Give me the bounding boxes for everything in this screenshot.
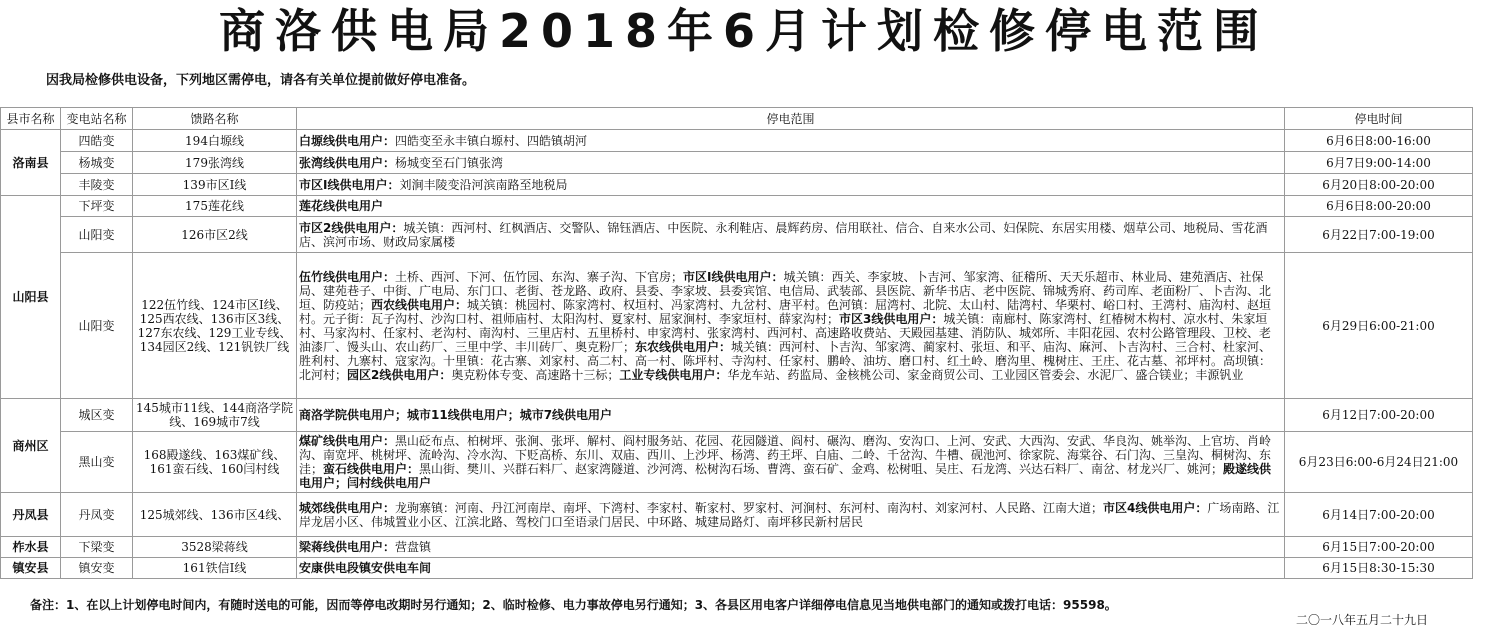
table-row (1, 493, 1473, 537)
header-substation: 变电站名称 (61, 108, 133, 130)
substation-cell: 黑山变 (61, 432, 133, 493)
feeder-cell: 145城市11线、144商洛学院线、169城市7线 (133, 399, 297, 432)
substation-cell: 下梁变 (61, 537, 133, 558)
outage-table (0, 107, 1473, 579)
time-cell: 6月6日8:00-16:00 (1285, 130, 1473, 152)
time-cell: 6月14日7:00-20:00 (1285, 493, 1473, 537)
county-cell: 山阳县 (1, 196, 61, 399)
substation-cell: 杨城变 (61, 152, 133, 174)
substation-cell: 山阳变 (61, 253, 133, 399)
feeder-cell: 122伍竹线、124市区Ⅰ线、125西农线、136市区3线、127东农线、129工业专线、134园区2线、121钒铁厂线 (133, 253, 297, 399)
scope-cell: 城郊线供电用户：龙驹寨镇：河南、丹江河南岸、南坪、下湾村、李家村、靳家村、罗家村、河涧村、东河村、南沟村、刘家河村、人民路、江南大道；市区4线供电用户：广场南路、江岸龙居小区、伟城置业小区、江滨北路、驾校门口至语录门居民、中环路、城建局路灯、南坪移民新村居民 (297, 493, 1285, 537)
footnote: 备注：1、在以上计划停电时间内，有随时送电的可能，因而等停电改期时另行通知；2、临时检修、电力事故停电另行通知；3、各县区用电客户详细停电信息见当地供电部门的通知或拨打电话：95598。 (30, 598, 1117, 612)
scope-cell: 白塬线供电用户：四皓变至永丰镇白塬村、四皓镇胡河 (297, 130, 1285, 152)
notice-text: 因我局检修供电设备，下列地区需停电，请各有关单位提前做好停电准备。 (46, 73, 476, 88)
county-cell: 洛南县 (1, 130, 61, 196)
header-feeder: 馈路名称 (133, 108, 297, 130)
header-time: 停电时间 (1285, 108, 1473, 130)
substation-cell: 下坪变 (61, 196, 133, 217)
feeder-cell: 175莲花线 (133, 196, 297, 217)
scope-cell: 商洛学院供电用户；城市11线供电用户；城市7线供电用户 (297, 399, 1285, 432)
scope-cell: 莲花线供电用户 (297, 196, 1285, 217)
scope-cell: 安康供电段镇安供电车间 (297, 558, 1285, 579)
table-header-row (1, 108, 1473, 130)
feeder-cell: 126市区2线 (133, 217, 297, 253)
scope-cell: 梁蒋线供电用户：营盘镇 (297, 537, 1285, 558)
table-row (1, 537, 1473, 558)
feeder-cell: 168殿遂线、163煤矿线、161蛮石线、160闫村线 (133, 432, 297, 493)
scope-cell: 伍竹线供电用户：土桥、西河、下河、伍竹园、东沟、寨子沟、下官房；市区Ⅰ线供电用户：城关镇：西关、李家坡、卜吉河、邹家湾、征稽所、天天乐超市、林业局、建苑酒店、社保局、建苑巷子、中街、广电局、东门口、老街、苍龙路、政府、县委、李家坡、县委宾馆、电信局、武装部、县医院、新华书店、老中医院、锦城秀府、药司库、老面粉厂、卜吉沟、北垣、防疫站；西农线供电用户：城关镇：桃园村、陈家湾村、权垣村、冯家湾村、九岔村、唐平村。色河镇：屈湾村、北院、太山村、陆湾村、华栗村、峪口村、王湾村、庙沟村、赵垣村。元子街：瓦子沟村、沙沟口村、祖师庙村、太阳沟村、夏家村、屈家涧村、李家垣村、薛家沟村；市区3线供电用户：城关镇：南廊村、陈家湾村、红椿树木构村、凉水村、朱家垣村、马家沟村、任家村、老沟村、南沟村、三里店村、五里桥村、申家湾村、张家湾村、西河村、高速路收费站、天殿园基建、消防队、城郊所、丰阳花园、农村公路管理段、卫校、老油漆厂、馒头山、农山药厂、三里中学、丰川砖厂、奥克粉厂；东农线供电用户：城关镇：西河村、卜吉沟、邹家湾、蔺家村、张垣、和平、庙沟、麻河、卜吉沟村、三合村、杜家河、胜利村、九寨村、寇家沟。十里镇：花古寨、刘家村、高二村、高一村、陈坪村、寺沟村、任家村、鹏岭、油坊、磨口村、红土岭、磨沟里、槐树庄、王庄、花古墓、祁坪村。高坝镇：北河村；园区2线供电用户：奥克粉体专变、高速路十三标；工业专线供电用户：华龙车站、药监局、金核桃公司、家金商贸公司、工业园区管委会、水泥厂、盛合镁业；丰源钒业 (297, 253, 1285, 399)
table-row (1, 253, 1473, 399)
table-row (1, 217, 1473, 253)
header-county: 县市名称 (1, 108, 61, 130)
page-title: 商洛供电局2018年6月计划检修停电范围 (218, 4, 1270, 58)
scope-cell: 张湾线供电用户：杨城变至石门镇张湾 (297, 152, 1285, 174)
table-row (1, 130, 1473, 152)
scope-cell: 煤矿线供电用户：黑山砭布点、柏树坪、张涧、张坪、解村、阎村服务站、花园、花园隧道、阎村、碾沟、磨沟、安沟口、上河、安武、大西沟、安武、华良沟、姚举沟、上官坊、肖岭沟、南宽坪、桃树坪、流岭沟、冷水沟、下贬高桥、东川、双庙、西川、上沙坪、杨湾、药王坪、白庙、二岭、千岔沟、牛槽、砚池河、徐家院、海棠谷、石门沟、三皇沟、桐树沟、东洼；蛮石线供电用户：黑山街、樊川、兴群石料厂、赵家湾隧道、沙河湾、松树沟石场、曹湾、蛮石矿、金鸡、松树咀、吴庄、石龙湾、兴达石料厂、南岔、材龙兴厂、姚河；殿遂线供电用户；闫村线供电用户 (297, 432, 1285, 493)
substation-cell: 丹凤变 (61, 493, 133, 537)
table-row (1, 174, 1473, 196)
header-scope: 停电范围 (297, 108, 1285, 130)
feeder-cell: 194白塬线 (133, 130, 297, 152)
substation-cell: 丰陵变 (61, 174, 133, 196)
time-cell: 6月22日7:00-19:00 (1285, 217, 1473, 253)
time-cell: 6月6日8:00-20:00 (1285, 196, 1473, 217)
table-row (1, 432, 1473, 493)
county-cell: 柞水县 (1, 537, 61, 558)
time-cell: 6月23日6:00-6月24日21:00 (1285, 432, 1473, 493)
scope-cell: 市区2线供电用户：城关镇：西河村、红枫酒店、交警队、锦钰酒店、中医院、永利鞋店、晨辉药房、信用联社、信合、自来水公司、妇保院、东居实用楼、烟草公司、地税局、雪花酒店、滨河市场、财政局家属楼 (297, 217, 1285, 253)
county-cell: 镇安县 (1, 558, 61, 579)
time-cell: 6月7日9:00-14:00 (1285, 152, 1473, 174)
feeder-cell: 3528梁蒋线 (133, 537, 297, 558)
time-cell: 6月15日8:30-15:30 (1285, 558, 1473, 579)
table-row (1, 399, 1473, 432)
substation-cell: 镇安变 (61, 558, 133, 579)
substation-cell: 四皓变 (61, 130, 133, 152)
time-cell: 6月20日8:00-20:00 (1285, 174, 1473, 196)
county-cell: 商州区 (1, 399, 61, 493)
substation-cell: 山阳变 (61, 217, 133, 253)
time-cell: 6月29日6:00-21:00 (1285, 253, 1473, 399)
issue-date: 二〇一八年五月二十九日 (1296, 613, 1429, 627)
feeder-cell: 161铁信Ⅰ线 (133, 558, 297, 579)
feeder-cell: 179张湾线 (133, 152, 297, 174)
table-row (1, 196, 1473, 217)
feeder-cell: 139市区Ⅰ线 (133, 174, 297, 196)
time-cell: 6月15日7:00-20:00 (1285, 537, 1473, 558)
county-cell: 丹凤县 (1, 493, 61, 537)
feeder-cell: 125城郊线、136市区4线、 (133, 493, 297, 537)
scope-cell: 市区Ⅰ线供电用户：刘涧丰陵变沿河滨南路至地税局 (297, 174, 1285, 196)
time-cell: 6月12日7:00-20:00 (1285, 399, 1473, 432)
substation-cell: 城区变 (61, 399, 133, 432)
table-row (1, 558, 1473, 579)
table-row (1, 152, 1473, 174)
